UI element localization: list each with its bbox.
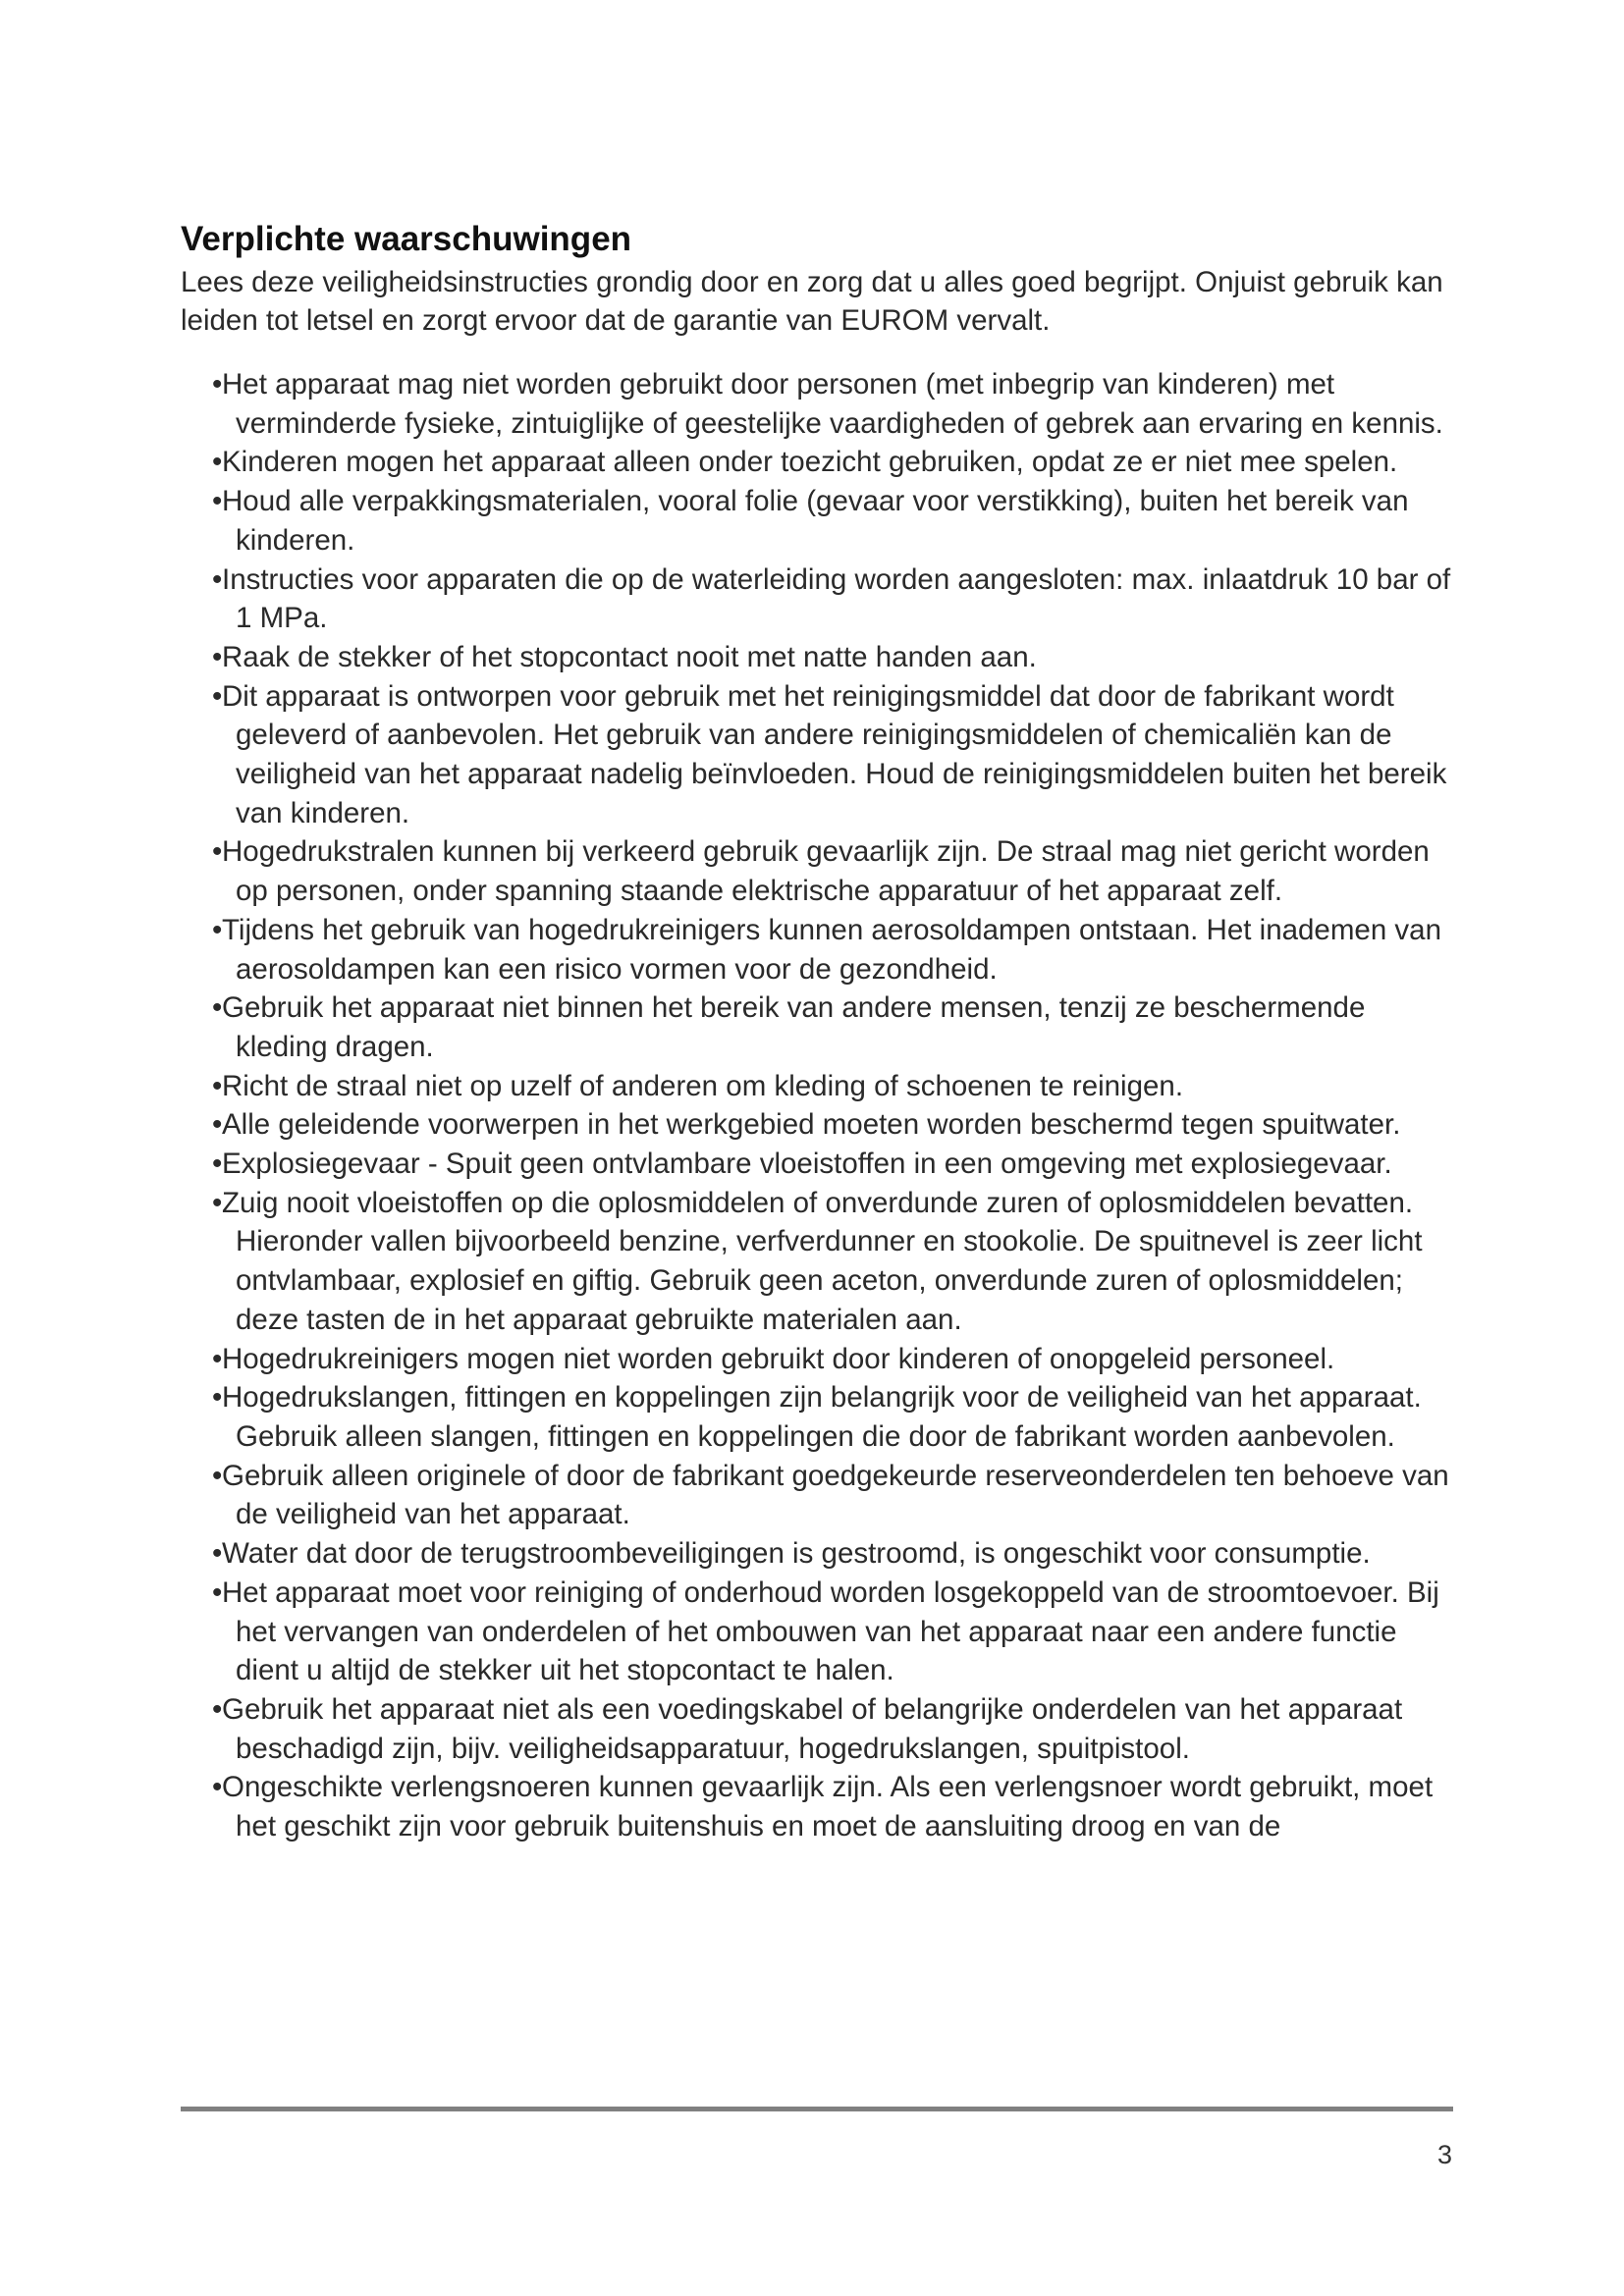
bullet-icon: • <box>212 1148 223 1181</box>
bullet-icon: • <box>212 1069 223 1102</box>
bullet-icon: • <box>212 835 223 869</box>
warning-text: Zuig nooit vloeistoffen op die oplosmiddelen of onverdunde zuren of oplosmiddelen bevatten. Hieronder vallen bijvoorbeeld benzine, verfverdunner en stookolie. De spuitnevel is zeer licht ontvlambaar, explosief en giftig. Gebruik geen aceton, onverdunde zuren of oplosmiddelen; deze tasten de in het apparaat gebruikte materialen aan. <box>222 1186 1423 1336</box>
bullet-icon: • <box>212 679 223 713</box>
warning-item <box>212 911 1457 988</box>
warning-text: Dit apparaat is ontworpen voor gebruik met het reinigingsmiddel dat door de fabrikant wordt geleverd of aanbevolen. Het gebruik van andere reinigingsmiddelen of chemicaliën kan de veiligheid van het apparaat nadelig beïnvloeden. Houd de reinigingsmiddelen buiten het bereik van kinderen. <box>222 679 1447 829</box>
bullet-icon: • <box>212 368 223 400</box>
warning-text: Hogedrukslangen, fittingen en koppelingen zijn belangrijk voor de veiligheid van het apparaat. Gebruik alleen slangen, fittingen en koppelingen die door de fabrikant worden aanbevolen. <box>222 1381 1422 1453</box>
warning-text: Instructies voor apparaten die op de waterleiding worden aangesloten: max. inlaatdruk 10 bar of 1 MPa. <box>222 562 1451 635</box>
warning-item <box>212 1457 1457 1534</box>
warning-text: Kinderen mogen het apparaat alleen onder toezicht gebruiken, opdat ze er niet mee spelen. <box>222 446 1398 479</box>
warning-text: Gebruik alleen originele of door de fabrikant goedgekeurde reserveonderdelen ten behoeve van de veiligheid van het apparaat. <box>222 1459 1449 1531</box>
bullet-icon: • <box>212 1186 223 1219</box>
warning-text: Tijdens het gebruik van hogedrukreinigers kunnen aerosoldampen ontstaan. Het inademen van aerosoldampen kan een risico vormen voor de gezondheid. <box>222 913 1441 986</box>
page-content <box>181 218 1457 1846</box>
page-number: 3 <box>1436 2140 1452 2169</box>
section-heading: Verplichte waarschuwingen <box>181 220 632 258</box>
warning-item <box>212 1574 1457 1690</box>
warning-item <box>212 365 1457 443</box>
warning-item <box>212 1067 1457 1106</box>
bullet-icon: • <box>212 913 223 946</box>
warning-text: Het apparaat moet voor reiniging of onderhoud worden losgekoppeld van de stroomtoevoer. Bij het vervangen van onderdelen of het ombouwen van het apparaat naar een andere functie dient u altijd de stekker uit het stopcontact te halen. <box>222 1575 1439 1687</box>
warning-text: Gebruik het apparaat niet als een voedingskabel of belangrijke onderdelen van het apparaat beschadigd zijn, bijv. veiligheidsapparatuur, hogedrukslangen, spuitpistool. <box>222 1692 1403 1765</box>
bullet-icon: • <box>212 446 223 479</box>
bullet-icon: • <box>212 1575 223 1609</box>
bullet-icon: • <box>212 640 223 673</box>
warning-text: Explosiegevaar - Spuit geen ontvlambare vloeistoffen in een omgeving met explosiegevaar. <box>222 1148 1392 1181</box>
bullet-icon: • <box>212 485 223 518</box>
warning-text: Gebruik het apparaat niet binnen het bereik van andere mensen, tenzij ze beschermende kleding dragen. <box>222 991 1366 1063</box>
footer-divider <box>181 2107 1453 2111</box>
warning-item <box>212 1690 1457 1768</box>
warning-item <box>212 482 1457 560</box>
warning-item <box>212 1105 1457 1145</box>
warning-text: Water dat door de terugstroombeveiligingen is gestroomd, is ongeschikt voor consumptie. <box>222 1537 1371 1571</box>
warnings-list <box>181 365 1457 1846</box>
warning-item <box>212 988 1457 1066</box>
warning-item <box>212 1340 1457 1379</box>
warning-text: Richt de straal niet op uzelf of anderen om kleding of schoenen te reinigen. <box>222 1069 1184 1102</box>
warning-text: Houd alle verpakkingsmaterialen, vooral folie (gevaar voor verstikking), buiten het bereik van kinderen. <box>222 485 1409 557</box>
warning-item <box>212 1378 1457 1456</box>
warning-text: Hogedrukreinigers mogen niet worden gebruikt door kinderen of onopgeleid personeel. <box>222 1342 1335 1375</box>
warning-item <box>212 443 1457 482</box>
bullet-icon: • <box>212 1381 223 1415</box>
bullet-icon: • <box>212 1537 223 1571</box>
bullet-icon: • <box>212 1342 223 1375</box>
warning-item <box>212 1534 1457 1574</box>
warning-item <box>212 1768 1457 1845</box>
warning-item <box>212 1184 1457 1340</box>
warning-item <box>212 638 1457 677</box>
warning-text: Hogedrukstralen kunnen bij verkeerd gebruik gevaarlijk zijn. De straal mag niet gericht worden op personen, onder spanning staande elektrische apparatuur of het apparaat zelf. <box>222 835 1430 908</box>
bullet-icon: • <box>212 562 223 596</box>
warning-text: Raak de stekker of het stopcontact nooit met natte handen aan. <box>222 640 1037 673</box>
warning-item <box>212 832 1457 910</box>
bullet-icon: • <box>212 991 223 1025</box>
bullet-icon: • <box>212 1459 223 1492</box>
warning-item <box>212 561 1457 638</box>
warning-text: Ongeschikte verlengsnoeren kunnen gevaarlijk zijn. Als een verlengsnoer wordt gebruikt, moet het geschikt zijn voor gebruik buitenshuis en moet de aansluiting droog en van de <box>222 1771 1434 1843</box>
intro-paragraph: Lees deze veiligheidsinstructies grondig door en zorg dat u alles goed begrijpt. Onjuist gebruik kan leiden tot letsel en zorgt ervoor dat de garantie van EUROM vervalt. <box>181 266 1443 337</box>
bullet-icon: • <box>212 1692 223 1726</box>
warning-text: Alle geleidende voorwerpen in het werkgebied moeten worden beschermd tegen spuitwater. <box>222 1108 1401 1142</box>
warning-text: Het apparaat mag niet worden gebruikt door personen (met inbegrip van kinderen) met verminderde fysieke, zintuiglijke of geestelijke vaardigheden of gebrek aan ervaring en kennis. <box>222 368 1443 440</box>
bullet-icon: • <box>212 1771 223 1804</box>
warning-item <box>212 1145 1457 1184</box>
warning-item <box>212 677 1457 833</box>
bullet-icon: • <box>212 1108 223 1142</box>
